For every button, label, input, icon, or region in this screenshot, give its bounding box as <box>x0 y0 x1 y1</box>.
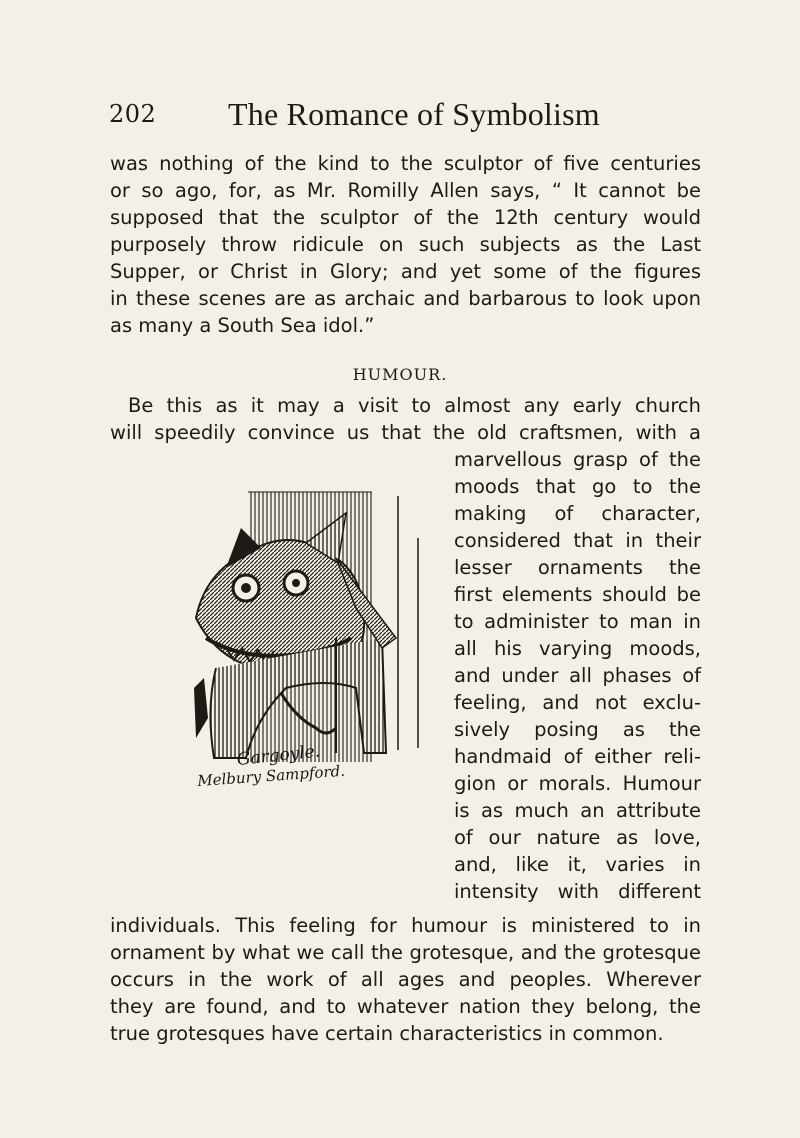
running-header <box>0 96 800 136</box>
paragraph-2-opening <box>110 392 701 446</box>
text-line: purposely throw ridicule on such subjects as the Last <box>110 233 701 256</box>
text-line: true grotesques have certain characteristics in common. <box>110 1022 664 1045</box>
text-line: considered that in their <box>454 529 701 552</box>
text-line: individuals. This feeling for humour is ministered to in <box>110 914 701 937</box>
text-line: they are found, and to whatever nation they belong, the <box>110 995 701 1018</box>
text-line: making of character, <box>454 502 701 525</box>
running-title: The Romance of Symbolism <box>228 96 600 132</box>
text-line: or so ago, for, as Mr. Romilly Allen says, “ It cannot be <box>110 179 701 202</box>
paragraph-2-closing <box>110 912 701 1047</box>
text-line: ornament by what we call the grotesque, and the grotesque <box>110 941 701 964</box>
text-line: Be this as it may a visit to almost any early church <box>128 394 701 417</box>
text-line: to administer to man in <box>454 610 701 633</box>
text-line: all his varying moods, <box>454 637 701 660</box>
text-line: marvellous grasp of the <box>454 448 701 471</box>
text-line: sively posing as the <box>454 718 701 741</box>
text-line: will speedily convince us that the old craftsmen, with a <box>110 421 701 444</box>
text-line: is as much an attribute <box>454 799 701 822</box>
text-line: and, like it, varies in <box>454 853 701 876</box>
text-line: was nothing of the kind to the sculptor of five centuries <box>110 152 701 175</box>
text-line: of our nature as love, <box>454 826 701 849</box>
figure-caption-location: Melbury Sampford. <box>196 761 346 790</box>
text-line: intensity with different <box>454 880 701 903</box>
paragraph-2-wrapped-column <box>454 446 701 905</box>
text-line: handmaid of either reli- <box>454 745 701 768</box>
gargoyle-illustration <box>186 488 444 822</box>
text-line: occurs in the work of all ages and peoples. Wherever <box>110 968 701 991</box>
text-line: and under all phases of <box>454 664 701 687</box>
figure-caption-title: Gargoyle. <box>235 741 322 770</box>
page-number: 202 <box>109 100 157 128</box>
text-line: in these scenes are as archaic and barbarous to look upon <box>110 287 701 310</box>
text-line: moods that go to the <box>454 475 701 498</box>
text-line: gion or morals. Humour <box>454 772 701 795</box>
text-line: feeling, and not exclu- <box>454 691 701 714</box>
paragraph-1 <box>110 150 701 339</box>
text-line: first elements should be <box>454 583 701 606</box>
text-line: Supper, or Christ in Glory; and yet some of the figures <box>110 260 701 283</box>
text-line: as many a South Sea idol.” <box>110 314 375 337</box>
section-heading: HUMOUR. <box>352 365 448 384</box>
text-line: supposed that the sculptor of the 12th century would <box>110 206 701 229</box>
text-line: lesser ornaments the <box>454 556 701 579</box>
